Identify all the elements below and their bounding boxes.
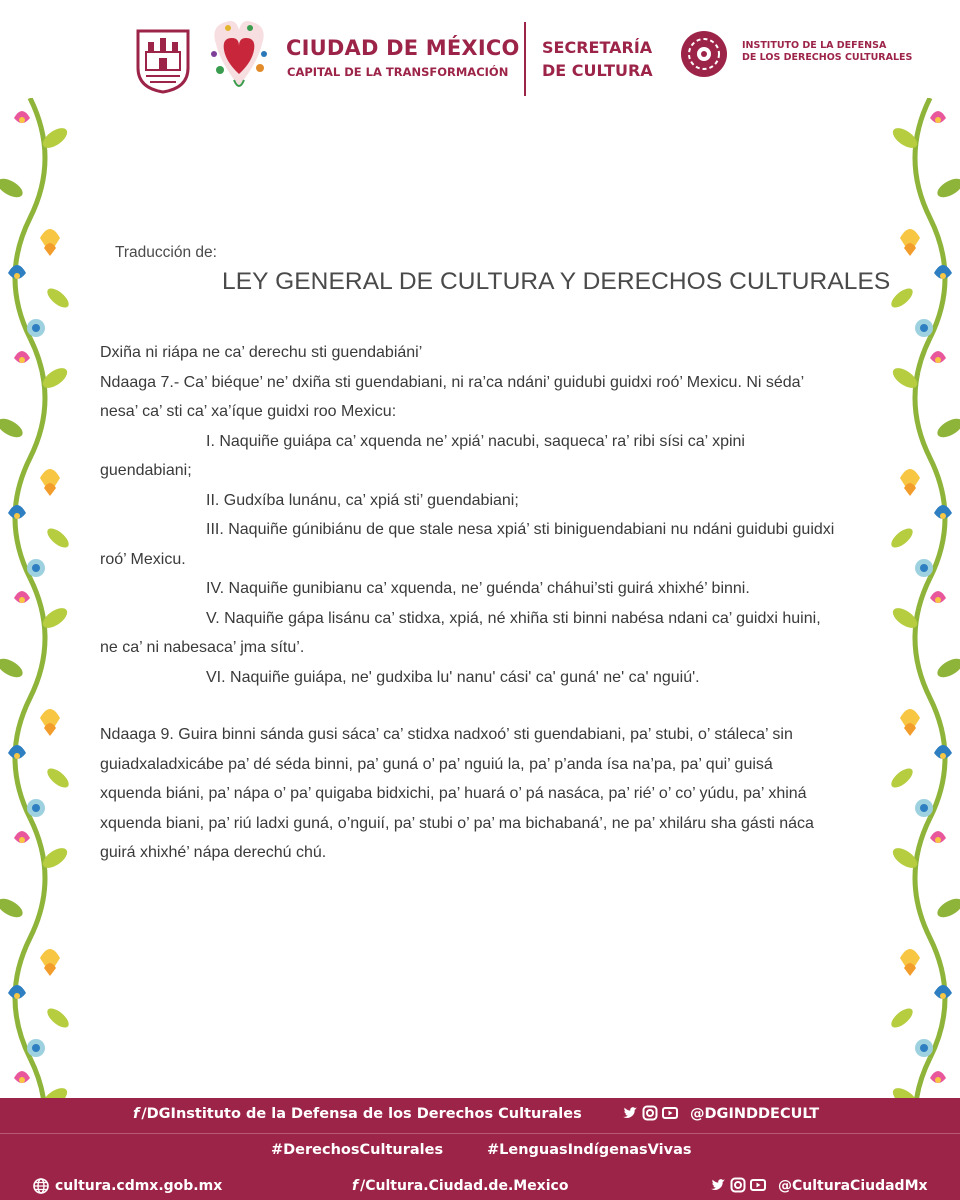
- hashtag-lenguas[interactable]: #LenguasIndígenasVivas: [487, 1142, 692, 1158]
- header-divider: [524, 22, 526, 96]
- header: [0, 0, 960, 98]
- footer: [0, 1098, 960, 1200]
- paragraph-gap: [100, 692, 835, 720]
- instagram-icon[interactable]: [730, 1177, 746, 1193]
- twitter-handle-cultura[interactable]: @CulturaCiudadMx: [778, 1178, 928, 1194]
- law-title: LEY GENERAL DE CULTURA Y DERECHOS CULTURALES: [222, 268, 891, 295]
- floral-border-left: [0, 98, 78, 1098]
- secretaria-line-2: DE CULTURA: [542, 61, 653, 80]
- social-icons-instituto: [622, 1105, 678, 1121]
- article-7: Ndaaga 7.- Ca’ biéque’ ne’ dxiña sti guendabiani, ni ra’ca ndáni’ guidubi guidxi roó’ Mexicu. Ni séda’ nesa’ ca’ sti ca’ xa’íque guidxi roo Mexicu:: [100, 373, 804, 420]
- social-icons-cultura: [710, 1177, 766, 1193]
- twitter-handle-instituto[interactable]: @DGINDDECULT: [690, 1106, 820, 1122]
- list-item: IV. Naquiñe gunibianu ca’ xquenda, ne’ guénda’ cháhui’sti guirá xhixhé’ binni.: [206, 580, 750, 597]
- city-title: CIUDAD DE MÉXICO: [286, 36, 520, 60]
- list-item: I. Naquiñe guiápa ca’ xquenda ne’ xpiá’ nacubi, saqueca’ ra’ ribi sísi ca’ xpini guendabiani;: [100, 432, 745, 479]
- globe-icon: [33, 1178, 49, 1194]
- youtube-icon[interactable]: [662, 1105, 678, 1121]
- instituto-label: [742, 40, 942, 64]
- footer-separator: [0, 1133, 960, 1134]
- facebook-link-cultura[interactable]: [352, 1178, 568, 1194]
- instituto-line-1: INSTITUTO DE LA DEFENSA: [742, 40, 887, 51]
- secretaria-line-1: SECRETARÍA: [542, 38, 653, 57]
- facebook-link-instituto[interactable]: [133, 1106, 582, 1122]
- section-heading: Dxiña ni riápa ne ca’ derechu sti guendabiáni’: [100, 344, 423, 361]
- facebook-cultura-text: /Cultura.Ciudad.de.Mexico: [360, 1178, 569, 1194]
- list-item: III. Naquiñe gúnibiánu de que stale nesa xpiá’ sti biniguendabiani nu ndáni guidubi guidxi roó’ Mexicu.: [100, 521, 835, 568]
- instituto-logo-icon: [680, 30, 728, 78]
- website-text: cultura.cdmx.gob.mx: [55, 1178, 223, 1194]
- cdmx-shield-icon: [135, 28, 191, 94]
- list-item: II. Gudxíba lunánu, ca’ xpiá sti’ guendabiani;: [206, 491, 519, 509]
- article-9: Ndaaga 9. Guira binni sánda gusi sáca’ ca’ stidxa nadxoó’ sti guendabiani, pa’ stubi, o’ stáleca’ sin guiadxaladxicábe pa’ dé séda binni, pa’ guná o’ pa’ nguiú la, pa’ p’anda ísa na’pa, pa’ qui’ guisá xquenda biáni, pa’ nápa o’ pa’ quigaba bidxichi, pa’ huará o’ pá nasáca, pa’ rié’ o’ co’ yúdu, pa’ xhiná xquenda biani, pa’ riú ladxi guná, o’nguií, pa’ stubi o’ pa’ ma bichabaná’, ne pa’ xhiláru sha gásti náca guirá xhixhé’ nápa derechú chú.: [100, 726, 814, 861]
- facebook-icon: f: [133, 1106, 140, 1122]
- twitter-icon[interactable]: [622, 1105, 638, 1121]
- heart-logo-icon: [206, 14, 272, 96]
- instituto-line-2: DE LOS DERECHOS CULTURALES: [742, 52, 913, 63]
- twitter-icon[interactable]: [710, 1177, 726, 1193]
- secretaria-label: [542, 36, 672, 82]
- floral-border-right: [882, 98, 960, 1098]
- facebook-instituto-text: /DGInstituto de la Defensa de los Derechos Culturales: [141, 1106, 582, 1122]
- facebook-icon: f: [352, 1178, 359, 1194]
- list-item: V. Naquiñe gápa lisánu ca’ stidxa, xpiá, né xhiña sti binni nabésa ndani ca’ guidxi huini, ne ca’ ni nabesaca’ jma sítu’.: [100, 609, 821, 656]
- city-subtitle: CAPITAL DE LA TRANSFORMACIÓN: [287, 65, 509, 79]
- hashtag-derechos[interactable]: #DerechosCulturales: [271, 1142, 444, 1158]
- translation-label: Traducción de:: [115, 244, 217, 261]
- youtube-icon[interactable]: [750, 1177, 766, 1193]
- document-body: [100, 338, 835, 868]
- website-link[interactable]: [33, 1178, 222, 1194]
- list-item: VI. Naquiñe guiápa, ne' gudxiba lu' nanu' cási' ca' guná' ne' ca' nguiú'.: [206, 668, 700, 686]
- instagram-icon[interactable]: [642, 1105, 658, 1121]
